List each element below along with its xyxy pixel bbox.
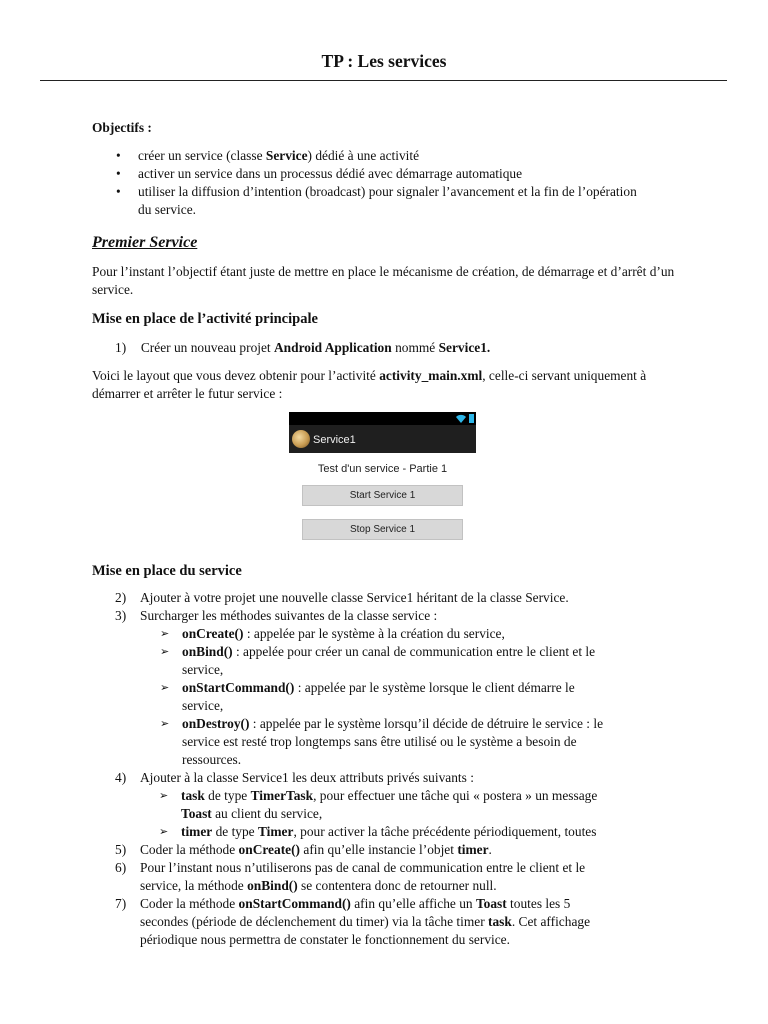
attr-text: , pour effectuer une tâche qui « postera » un message [313, 788, 598, 803]
attributes-list [115, 787, 695, 841]
step-bold: task [488, 914, 512, 929]
section-heading-activite: Mise en place de l’activité principale [92, 311, 318, 327]
attr-type: TimerTask [250, 788, 314, 803]
list-item [159, 823, 695, 841]
arrow-bullet-icon: ➢ [159, 789, 169, 802]
method-name: onBind() [182, 644, 233, 659]
step-5 [115, 841, 695, 859]
para-text: , celle-ci servant uniquement à démarrer et arrêter le futur service : [92, 368, 647, 401]
stop-service-button[interactable]: Stop Service 1 [302, 519, 463, 540]
list-item [160, 715, 695, 769]
arrow-bullet-icon: ➢ [160, 681, 170, 694]
bullet-icon: • [116, 184, 121, 199]
methods-list [115, 625, 695, 769]
list-item [92, 147, 652, 165]
step-text: se contentera donc de retourner null. [297, 878, 497, 893]
step-text: Coder la méthode [140, 842, 239, 857]
method-desc: service, [182, 662, 224, 677]
objectifs-list [92, 147, 652, 219]
step-4 [115, 769, 695, 787]
step-text: service, la méthode [140, 878, 248, 893]
para-text: Voici le layout que vous devez obtenir pour l’activité [92, 368, 380, 383]
step-7 [115, 895, 695, 949]
method-name: onCreate() [182, 626, 244, 641]
step-number: 3) [115, 608, 127, 623]
step-number: 6) [115, 860, 127, 875]
phone-subtitle: Test d'un service - Partie 1 [317, 463, 448, 475]
attr-name: timer [181, 824, 213, 839]
attr-text: de type [212, 824, 258, 839]
service-steps [115, 589, 695, 949]
step-text: afin qu’elle instancie l’objet [300, 842, 458, 857]
list-item [92, 183, 652, 219]
step-text: Ajouter à votre projet une nouvelle classe Service1 héritant de la classe Service. [140, 590, 569, 605]
step-text: secondes (période de déclenchement du timer) via la tâche timer [140, 914, 488, 929]
step-bold: timer [457, 842, 489, 857]
page-title: TP : Les services [321, 51, 447, 71]
step-6 [115, 859, 695, 895]
method-desc: : appelée pour créer un canal de communication entre le client et le [232, 644, 596, 659]
arrow-bullet-icon: ➢ [159, 825, 169, 838]
step-text: Surcharger les méthodes suivantes de la classe service : [140, 608, 438, 623]
list-item [159, 787, 695, 823]
list-item [160, 625, 695, 643]
status-bar [289, 412, 476, 425]
step-text: Créer un nouveau projet [140, 340, 274, 355]
method-desc: : appelée par le système lorsqu’il décide de détruire le service : le [249, 716, 604, 731]
list-item-text: utiliser la diffusion d’intention (broadcast) pour signaler l’avancement et la fin de l’opération du service. [138, 184, 637, 217]
attr-name: task [181, 788, 205, 803]
step-bold: onCreate() [238, 842, 301, 857]
premier-intro: Pour l’instant l’objectif étant juste de mettre en place le mécanisme de création, de démarrage et d’arrêt d’un service. [92, 264, 675, 297]
method-desc: service, [182, 698, 224, 713]
method-name: onStartCommand() [182, 680, 295, 695]
battery-icon [469, 414, 474, 423]
list-item-text: activer un service dans un processus dédié avec démarrage automatique [138, 166, 523, 181]
step-text: nommé [391, 340, 439, 355]
arrow-bullet-icon: ➢ [160, 627, 170, 640]
attr-text: au client du service, [211, 806, 323, 821]
step-number: 7) [115, 896, 127, 911]
arrow-bullet-icon: ➢ [160, 645, 170, 658]
step-bold: Service1. [438, 340, 491, 355]
phone-screenshot [289, 412, 476, 544]
method-desc: service est resté trop longtemps sans être utilisé ou le système a besoin de [182, 734, 577, 749]
section-heading-premier: Premier Service [92, 234, 198, 251]
bullet-icon: • [116, 148, 121, 163]
method-desc: ressources. [182, 752, 242, 767]
layout-intro [92, 367, 682, 403]
list-item-text: créer un service (classe [138, 148, 266, 163]
method-name: onDestroy() [182, 716, 250, 731]
objectifs-label: Objectifs : [92, 120, 152, 135]
step-text: Pour l’instant nous n’utiliserons pas de canal de communication entre le client et le [140, 860, 586, 875]
list-item-bold: Service [265, 148, 308, 163]
step-text: périodique nous permettra de constater le fonctionnement du service. [140, 932, 510, 947]
arrow-bullet-icon: ➢ [160, 717, 170, 730]
step-number: 1) [115, 340, 127, 355]
list-item [160, 679, 695, 715]
list-item [92, 165, 652, 183]
method-desc: : appelée par le système à la création du service, [243, 626, 505, 641]
para-bold: activity_main.xml [379, 368, 483, 383]
step-bold: Android Application [274, 340, 392, 355]
attr-type: Timer [257, 824, 294, 839]
step-text: toutes les 5 [506, 896, 571, 911]
step-text: . Cet affichage [511, 914, 591, 929]
title-rule [40, 80, 727, 81]
step-bold: onStartCommand() [238, 896, 351, 911]
bullet-icon: • [116, 166, 121, 181]
list-item [160, 643, 695, 679]
attr-bold: Toast [181, 806, 212, 821]
step-1 [115, 339, 675, 357]
attr-text: , pour activer la tâche précédente périodiquement, toutes [293, 824, 597, 839]
step-3 [115, 607, 695, 625]
attr-text: de type [204, 788, 251, 803]
app-title: Service1 [313, 434, 356, 446]
step-2 [115, 589, 695, 607]
step-text: Ajouter à la classe Service1 les deux attributs privés suivants : [140, 770, 474, 785]
step-bold: onBind() [247, 878, 298, 893]
step-bold: Toast [475, 896, 507, 911]
step-number: 2) [115, 590, 127, 605]
action-bar [289, 425, 476, 453]
section-heading-service: Mise en place du service [92, 563, 242, 579]
wifi-icon [456, 413, 466, 423]
step-text: . [488, 842, 492, 857]
step-number: 5) [115, 842, 127, 857]
step-text: Coder la méthode [140, 896, 239, 911]
start-service-button[interactable]: Start Service 1 [302, 485, 463, 506]
step-number: 4) [115, 770, 127, 785]
list-item-text: ) dédié à une activité [307, 148, 420, 163]
app-icon [292, 430, 310, 448]
method-desc: : appelée par le système lorsque le client démarre le [294, 680, 575, 695]
step-text: afin qu’elle affiche un [350, 896, 476, 911]
